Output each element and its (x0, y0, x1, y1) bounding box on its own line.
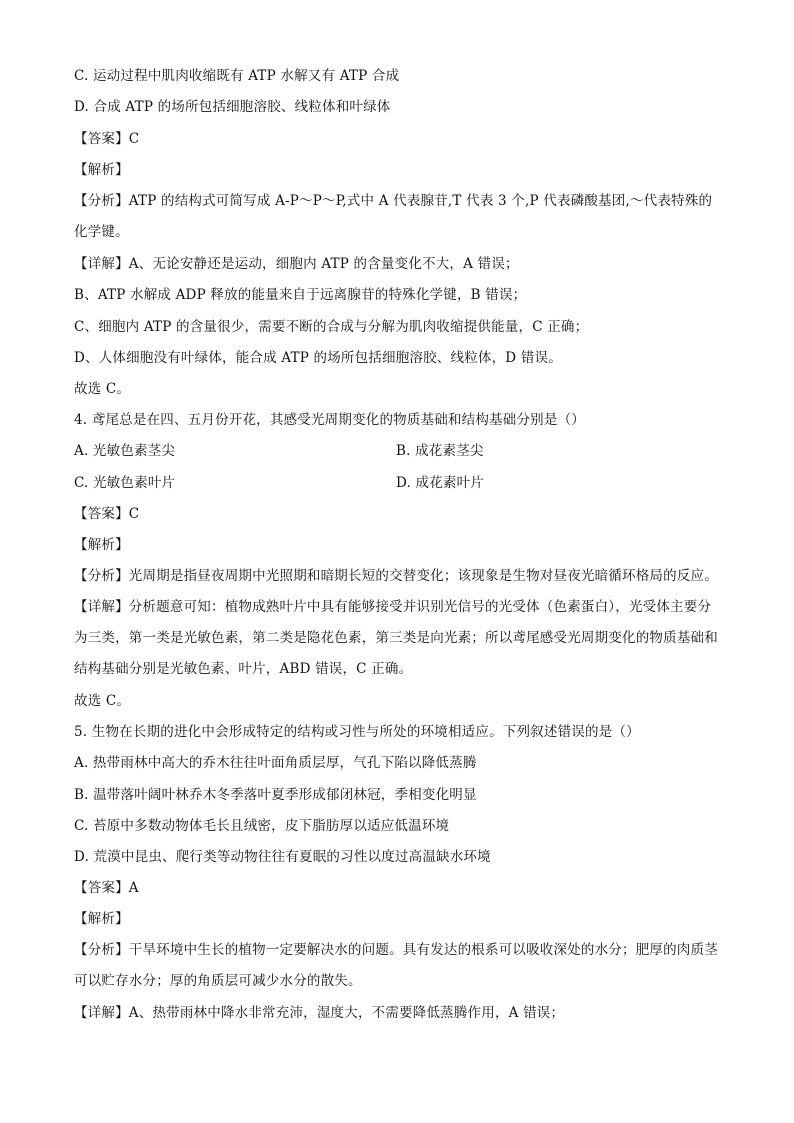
q3-option-d: D. 合成 ATP 的场所包括细胞溶胶、线粒体和叶绿体 (74, 99, 391, 115)
q4-option-a: A. 光敏色素茎尖 (74, 443, 176, 459)
q4-option-d: D. 成花素叶片 (396, 475, 485, 491)
q5-analysis-fenxi: 【分析】干旱环境中生长的植物一定要解决水的问题。具有发达的根系可以吸收深处的水分；肥厚的肉质茎可以贮存水分；厚的角质层可减少水分的散失。 (74, 942, 718, 989)
q3-analysis-fenxi: 【分析】ATP 的结构式可简写成 A-P～P～P,式中 A 代表腺苷,T 代表 3 个,P 代表磷酸基团,～代表特殊的化学键。 (74, 193, 713, 240)
q3-analysis-heading: 【解析】 (74, 162, 129, 178)
q3-option-c: C. 运动过程中肌肉收缩既有 ATP 水解又有 ATP 合成 (74, 68, 400, 84)
q3-answer: 【答案】C (74, 131, 140, 147)
q5-option-c: C. 苔原中多数动物体毛长且绒密，皮下脂肪厚以适应低温环境 (74, 818, 450, 834)
q4-conclusion: 故选 C。 (74, 693, 131, 709)
q3-conclusion: 故选 C。 (74, 381, 131, 397)
q5-option-a: A. 热带雨林中高大的乔木往往叶面角质层厚，气孔下陷以降低蒸腾 (74, 755, 477, 771)
q4-analysis-fenxi: 【分析】光周期是指昼夜周期中光照期和暗期长短的交替变化；该现象是生物对昼夜光暗循环格局的反应。 (74, 568, 718, 584)
q5-option-d: D. 荒漠中昆虫、爬行类等动物往往有夏眠的习性以度过高温缺水环境 (74, 849, 491, 865)
q4-option-b: B. 成花素茎尖 (396, 443, 484, 459)
q5-analysis-heading: 【解析】 (74, 911, 129, 927)
q4-detail: 【详解】分析题意可知：植物成熟叶片中具有能够接受并识别光信号的光受体（色素蛋白），光受体主要分为三类，第一类是光敏色素，第二类是隐花色素，第三类是向光素；所以鸢尾感受光周期变化的物质基础和结构基础分别是光敏色素、叶片，ABD 错误，C 正确。 (74, 599, 718, 677)
q5-question: 5. 生物在长期的进化中会形成特定的结构或习性与所处的环境相适应。下列叙述错误的是（） (74, 724, 640, 740)
q4-answer: 【答案】C (74, 506, 140, 522)
q5-answer: 【答案】A (74, 880, 139, 896)
q4-option-c: C. 光敏色素叶片 (74, 475, 176, 491)
q5-detail-a: 【详解】A、热带雨林中降水非常充沛，湿度大，不需要降低蒸腾作用，A 错误； (74, 1005, 565, 1021)
q3-detail-b: B、ATP 水解成 ADP 释放的能量来自于远离腺苷的特殊化学键，B 错误； (74, 287, 527, 303)
q4-analysis-heading: 【解析】 (74, 537, 129, 553)
q5-option-b: B. 温带落叶阔叶林乔木冬季落叶夏季形成郁闭林冠，季相变化明显 (74, 787, 477, 803)
q3-detail-c: C、细胞内 ATP 的含量很少，需要不断的合成与分解为肌肉收缩提供能量，C 正确； (74, 319, 589, 335)
q3-detail-a: 【详解】A、无论安静还是运动，细胞内 ATP 的含量变化不大，A 错误； (74, 256, 519, 272)
q3-detail-d: D、人体细胞没有叶绿体，能合成 ATP 的场所包括细胞溶胶、线粒体，D 错误。 (74, 350, 562, 366)
q4-question: 4. 鸢尾总是在四、五月份开花，其感受光周期变化的物质基础和结构基础分别是（） (74, 412, 585, 428)
